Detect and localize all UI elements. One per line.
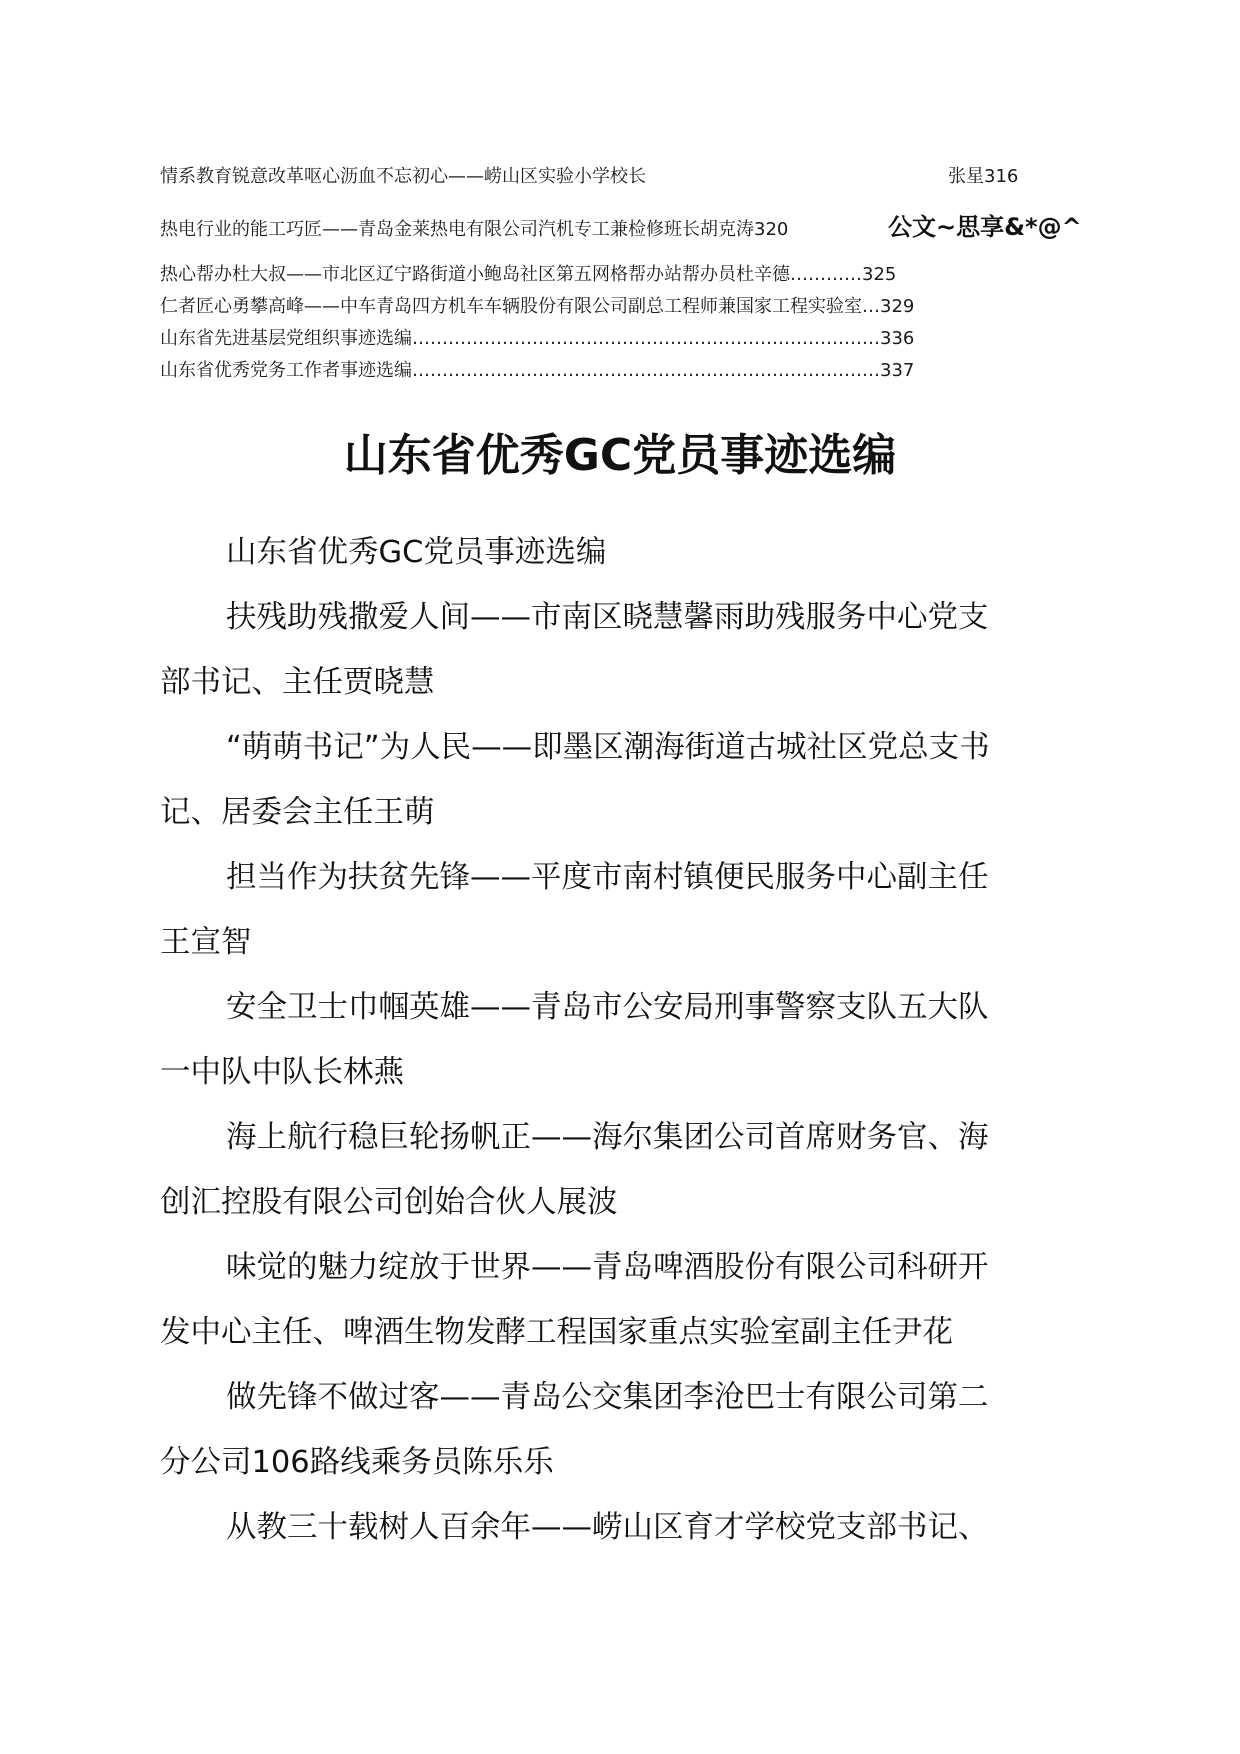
toc-entry-author-page: 张星316	[948, 166, 1019, 187]
paragraph-line: 创汇控股有限公司创始合伙人展波	[160, 1185, 618, 1220]
paragraph-line: 安全卫士巾帼英雄——青岛市公安局刑事警察支队五大队	[226, 990, 989, 1025]
paragraph-line: “萌萌书记”为人民——即墨区潮海街道古城社区党总支书	[226, 730, 990, 765]
paragraph-line: 扶残助残撒爱人间——市南区晓慧馨雨助残服务中心党支	[226, 600, 989, 635]
paragraph-line: 王宣智	[160, 925, 252, 960]
toc-entry: 热电行业的能工巧匠——青岛金莱热电有限公司汽机专工兼检修班长胡克涛320	[160, 219, 789, 240]
paragraph-line: 发中心主任、啤酒生物发酵工程国家重点实验室副主任尹花	[160, 1315, 953, 1350]
toc-entry: 山东省优秀党务工作者事迹选编……………………………………………………………………337	[160, 360, 915, 381]
paragraph-line: 从教三十载树人百余年——崂山区育才学校党支部书记、	[226, 1510, 989, 1545]
paragraph-line: 一中队中队长林燕	[160, 1055, 404, 1090]
paragraph-line: 分公司106路线乘务员陈乐乐	[160, 1445, 554, 1480]
paragraph-line: 味觉的魅力绽放于世界——青岛啤酒股份有限公司科研开	[226, 1250, 989, 1285]
toc-entry: 热心帮办杜大叔——市北区辽宁路街道小鲍岛社区第五网格帮办站帮办员杜辛德…………325	[160, 264, 897, 285]
paragraph-line: 担当作为扶贫先锋——平度市南村镇便民服务中心副主任	[226, 860, 989, 895]
paragraph-line: 记、居委会主任王萌	[160, 795, 435, 830]
toc-entry: 情系教育锐意改革呕心沥血不忘初心——崂山区实验小学校长	[160, 166, 646, 187]
paragraph-line: 部书记、主任贾晓慧	[160, 665, 435, 700]
paragraph-line: 做先锋不做过客——青岛公交集团李沧巴士有限公司第二	[226, 1380, 989, 1415]
page-title: 山东省优秀GC党员事迹选编	[343, 430, 897, 481]
watermark-text: 公文~思享&*@^	[888, 213, 1082, 241]
toc-entry: 仁者匠心勇攀高峰——中车青岛四方机车车辆股份有限公司副总工程师兼国家工程实验室…329	[160, 296, 915, 317]
paragraph-line: 海上航行稳巨轮扬帆正——海尔集团公司首席财务官、海	[226, 1120, 989, 1155]
paragraph-line: 山东省优秀GC党员事迹选编	[226, 535, 607, 570]
toc-entry: 山东省先进基层党组织事迹选编……………………………………………………………………336	[160, 328, 915, 349]
